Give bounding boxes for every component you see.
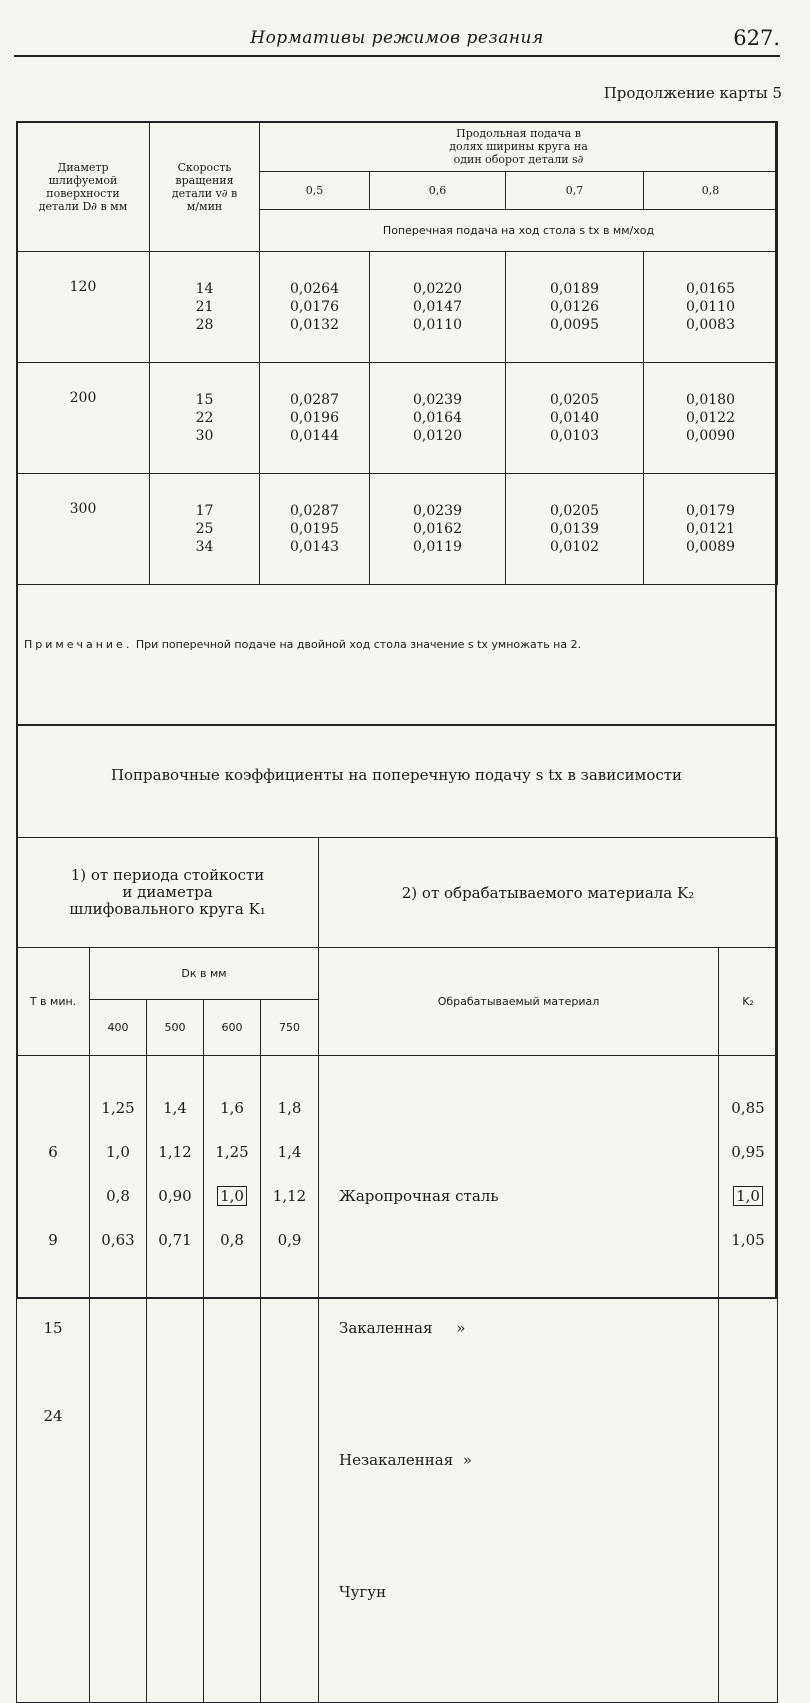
k1-value: 0,71	[158, 1231, 192, 1249]
coefficients-title: Поправочные коэффициенты на поперечную подачу s tx в зависимости	[110, 766, 683, 784]
value-cell: 0,0180 0,0122 0,0090	[644, 363, 778, 474]
note-text: При поперечной подаче на двойной ход стола значение s tx умножать на 2.	[135, 638, 582, 651]
value-cell: 0,0287 0,0196 0,0144	[260, 363, 370, 474]
k1-value-boxed-wrap	[204, 1174, 260, 1218]
diameter-header: 750	[261, 1000, 319, 1056]
k1-column	[90, 1056, 147, 1703]
k1-value: 1,12	[272, 1187, 307, 1205]
col-header-Dk: Dк в мм	[90, 948, 319, 1000]
diameter-header: 500	[147, 1000, 204, 1056]
section-rule	[16, 724, 777, 726]
col-header-cross-feed: Поперечная подача на ход стола s tx в мм/ход	[260, 210, 778, 252]
feed-header: 0,6	[370, 172, 506, 210]
k2-value: 0,95	[731, 1143, 765, 1161]
k1-column	[261, 1056, 319, 1703]
col-header-speed: Скорость вращения детали v∂ в м/мин	[150, 122, 260, 252]
k1-value: 0,90	[158, 1187, 192, 1205]
k2-column	[719, 1056, 778, 1703]
speed-cell: 17 25 34	[150, 474, 260, 585]
k1-value: 0,8	[106, 1187, 130, 1205]
k1-value: 1,4	[277, 1143, 302, 1161]
value-cell: 0,0189 0,0126 0,0095	[506, 252, 644, 363]
value-cell: 0,0205 0,0139 0,0102	[506, 474, 644, 585]
k1-value: 0,63	[101, 1231, 135, 1249]
k2-value: 1,05	[731, 1231, 765, 1249]
k1-value: 0,8	[220, 1231, 244, 1249]
value-cell: 0,0220 0,0147 0,0110	[370, 252, 506, 363]
cross-feed-table	[16, 121, 778, 585]
table-note	[24, 638, 772, 651]
k1-value: 1,4	[163, 1099, 187, 1117]
diameter-cell: 200	[17, 363, 150, 474]
correction-coefficients-table	[16, 837, 778, 1703]
value-cell: 0,0205 0,0140 0,0103	[506, 363, 644, 474]
k1-column	[204, 1056, 261, 1703]
value-cell: 0,0165 0,0110 0,0083	[644, 252, 778, 363]
diameter-header: 600	[204, 1000, 261, 1056]
k1-value: 0,9	[277, 1231, 302, 1249]
page-header	[14, 26, 780, 56]
diameter-cell: 120	[17, 252, 150, 363]
T-values-cell	[17, 1056, 90, 1703]
col-header-material: Обрабатываемый материал	[319, 948, 719, 1056]
material-name: Жаропрочная сталь	[339, 1187, 499, 1205]
k2-section-title: 2) от обрабатываемого материала K₂	[319, 838, 778, 948]
k1-section-title: 1) от периода стойкости и диаметра шлифовального круга K₁	[17, 838, 319, 948]
col-header-T: T в мин.	[17, 948, 90, 1056]
speed-cell: 14 21 28	[150, 252, 260, 363]
k2-value-boxed-wrap	[719, 1174, 777, 1218]
k2-value-boxed: 1,0	[733, 1186, 763, 1206]
header-rule	[14, 55, 780, 57]
k1-column	[147, 1056, 204, 1703]
k1-value: 1,25	[101, 1099, 135, 1117]
table-row	[17, 363, 778, 474]
diameter-cell: 300	[17, 474, 150, 585]
col-header-longitudinal: Продольная подача в долях ширины круга на один оборот детали s∂	[260, 122, 778, 172]
value-cell: 0,0179 0,0121 0,0089	[644, 474, 778, 585]
k2-value: 0,85	[731, 1099, 765, 1117]
table-row	[17, 252, 778, 363]
k1-value: 1,12	[158, 1143, 192, 1161]
page-number: 627.	[733, 26, 780, 50]
k1-value: 1,6	[220, 1099, 244, 1117]
feed-header: 0,5	[260, 172, 370, 210]
continuation-label: Продолжение карты 5	[603, 84, 782, 102]
feed-header: 0,7	[506, 172, 644, 210]
value-cell: 0,0264 0,0176 0,0132	[260, 252, 370, 363]
feed-header: 0,8	[644, 172, 778, 210]
diameter-header: 400	[90, 1000, 147, 1056]
table-row	[17, 474, 778, 585]
col-header-diameter: Диаметр шлифуемой поверхности детали D∂ в мм	[17, 122, 150, 252]
running-title: Нормативы режимов резания	[250, 28, 544, 48]
k1-value: 1,25	[215, 1143, 249, 1161]
k1-value: 1,8	[277, 1099, 302, 1117]
material-name: Незакаленная »	[339, 1451, 472, 1469]
speed-cell: 15 22 30	[150, 363, 260, 474]
T-value: 15	[43, 1319, 63, 1337]
T-value: 24	[43, 1407, 63, 1425]
col-header-K2: K₂	[719, 948, 778, 1056]
material-name: Закаленная »	[339, 1319, 466, 1337]
note-label: Примечание.	[24, 638, 133, 651]
material-name: Чугун	[339, 1583, 387, 1601]
k1-value-boxed: 1,0	[217, 1186, 247, 1206]
value-cell: 0,0239 0,0164 0,0120	[370, 363, 506, 474]
T-value: 6	[48, 1143, 58, 1161]
value-cell: 0,0287 0,0195 0,0143	[260, 474, 370, 585]
value-cell: 0,0239 0,0162 0,0119	[370, 474, 506, 585]
T-value: 9	[48, 1231, 58, 1249]
materials-column	[319, 1056, 719, 1703]
k1-value: 1,0	[106, 1143, 130, 1161]
